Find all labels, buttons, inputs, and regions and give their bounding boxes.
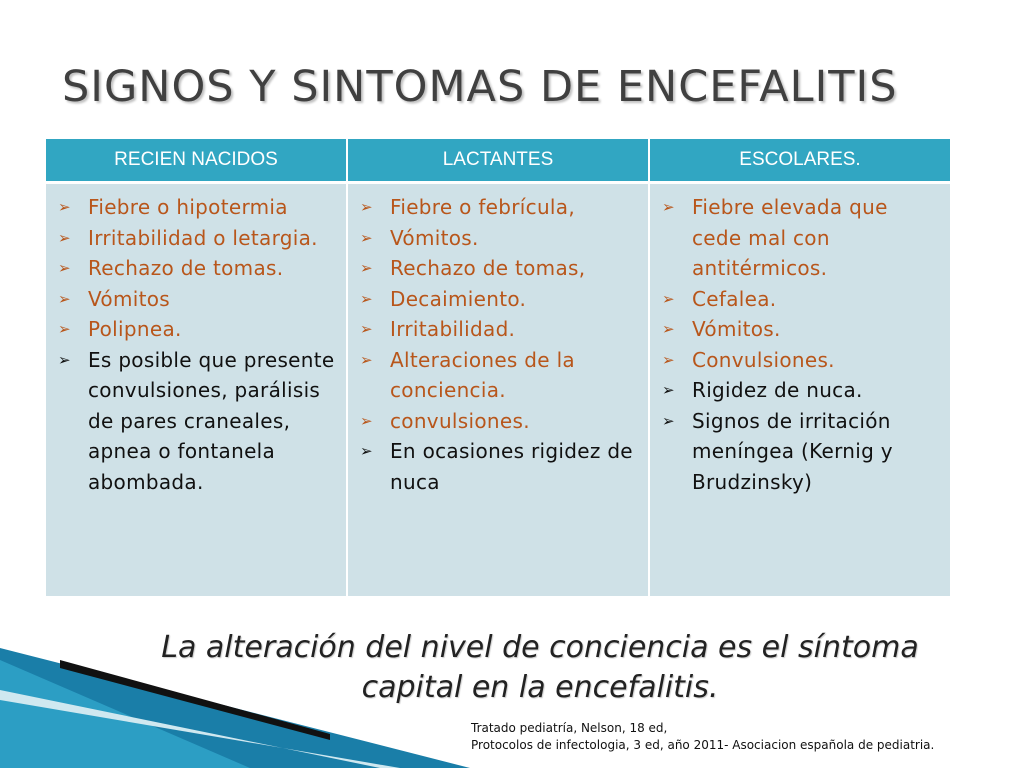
list-item bbox=[58, 223, 338, 254]
cell-escolares bbox=[649, 183, 951, 597]
list-item bbox=[360, 345, 640, 406]
arrow-bullet-icon: ➢ bbox=[360, 320, 373, 338]
arrow-bullet-icon: ➢ bbox=[360, 259, 373, 277]
arrow-bullet-icon: ➢ bbox=[662, 350, 675, 369]
list-item bbox=[662, 406, 942, 498]
arrow-bullet-icon: ➢ bbox=[360, 442, 373, 460]
list-item bbox=[360, 406, 640, 437]
list-item bbox=[58, 345, 338, 498]
header-escolares: ESCOLARES. bbox=[649, 139, 951, 183]
list-item-text: Irritabilidad. bbox=[390, 317, 516, 341]
list-item-text: Decaimiento. bbox=[390, 286, 527, 311]
list-item-text: Fiebre o febrícula, bbox=[390, 195, 576, 219]
list-item-text: Fiebre elevada que cede mal con antitérmicos. bbox=[692, 195, 888, 280]
reference-1: Tratado pediatría, Nelson, 18 ed, bbox=[471, 721, 668, 735]
arrow-bullet-icon: ➢ bbox=[662, 198, 675, 216]
arrow-bullet-icon: ➢ bbox=[662, 289, 675, 308]
list-item bbox=[360, 223, 640, 254]
arrow-bullet-icon: ➢ bbox=[58, 350, 71, 369]
list-item bbox=[360, 436, 640, 497]
conclusion-line-1: La alteración del nivel de conciencia es el síntoma bbox=[161, 630, 919, 665]
list-item-text: Rigidez de nuca. bbox=[692, 378, 863, 402]
table-body-row bbox=[45, 183, 951, 597]
list-item-text: Es posible que presente convulsiones, parálisis de pares craneales, apnea o fontanela abombada. bbox=[88, 347, 335, 494]
header-recien-nacidos: RECIEN NACIDOS bbox=[45, 139, 347, 183]
list-item bbox=[662, 345, 942, 376]
arrow-bullet-icon: ➢ bbox=[360, 228, 373, 247]
arrow-bullet-icon: ➢ bbox=[58, 228, 71, 247]
arrow-bullet-icon: ➢ bbox=[58, 289, 71, 308]
list-item-text: Vómitos bbox=[88, 286, 171, 311]
arrow-bullet-icon: ➢ bbox=[58, 259, 71, 277]
list-item bbox=[360, 253, 640, 284]
list-item bbox=[662, 314, 942, 345]
references bbox=[471, 720, 934, 754]
symptom-list bbox=[662, 192, 942, 497]
arrow-bullet-icon: ➢ bbox=[662, 320, 675, 338]
conclusion-text bbox=[60, 628, 1020, 708]
list-item bbox=[662, 284, 942, 315]
arrow-bullet-icon: ➢ bbox=[360, 198, 373, 216]
list-item-text: Irritabilidad o letargia. bbox=[88, 225, 318, 250]
cell-recien-nacidos bbox=[45, 183, 347, 597]
arrow-bullet-icon: ➢ bbox=[360, 350, 373, 369]
list-item-text: Signos de irritación meníngea (Kernig y Brudzinsky) bbox=[692, 408, 893, 494]
list-item bbox=[58, 314, 338, 345]
list-item bbox=[360, 284, 640, 315]
arrow-bullet-icon: ➢ bbox=[662, 411, 675, 430]
list-item bbox=[360, 314, 640, 345]
arrow-bullet-icon: ➢ bbox=[360, 289, 373, 308]
symptoms-table bbox=[44, 139, 952, 596]
arrow-bullet-icon: ➢ bbox=[58, 198, 71, 216]
header-lactantes: LACTANTES bbox=[347, 139, 649, 183]
list-item bbox=[58, 253, 338, 284]
list-item-text: Polipnea. bbox=[88, 317, 182, 341]
symptom-list bbox=[58, 192, 338, 497]
list-item-text: Convulsiones. bbox=[692, 347, 835, 372]
list-item-text: Vómitos. bbox=[692, 317, 781, 341]
table-header-row bbox=[45, 139, 951, 183]
list-item bbox=[360, 192, 640, 223]
list-item-text: En ocasiones rigidez de nuca bbox=[390, 439, 633, 494]
list-item-text: convulsiones. bbox=[390, 408, 530, 433]
arrow-bullet-icon: ➢ bbox=[662, 381, 675, 399]
list-item bbox=[58, 192, 338, 223]
arrow-bullet-icon: ➢ bbox=[58, 320, 71, 338]
list-item-text: Vómitos. bbox=[390, 225, 479, 250]
list-item bbox=[58, 284, 338, 315]
list-item-text: Rechazo de tomas. bbox=[88, 256, 284, 280]
symptom-list bbox=[360, 192, 640, 497]
reference-2: Protocolos de infectologia, 3 ed, año 2011- Asociacion española de pediatria. bbox=[471, 738, 935, 752]
list-item bbox=[662, 192, 942, 284]
list-item-text: Cefalea. bbox=[692, 286, 777, 311]
list-item bbox=[662, 375, 942, 406]
list-item-text: Alteraciones de la conciencia. bbox=[390, 347, 575, 402]
conclusion-line-2: capital en la encefalitis. bbox=[361, 670, 719, 705]
arrow-bullet-icon: ➢ bbox=[360, 411, 373, 430]
cell-lactantes bbox=[347, 183, 649, 597]
list-item-text: Fiebre o hipotermia bbox=[88, 195, 288, 219]
slide-title: SIGNOS Y SINTOMAS DE ENCEFALITIS bbox=[62, 62, 898, 112]
list-item-text: Rechazo de tomas, bbox=[390, 256, 586, 280]
